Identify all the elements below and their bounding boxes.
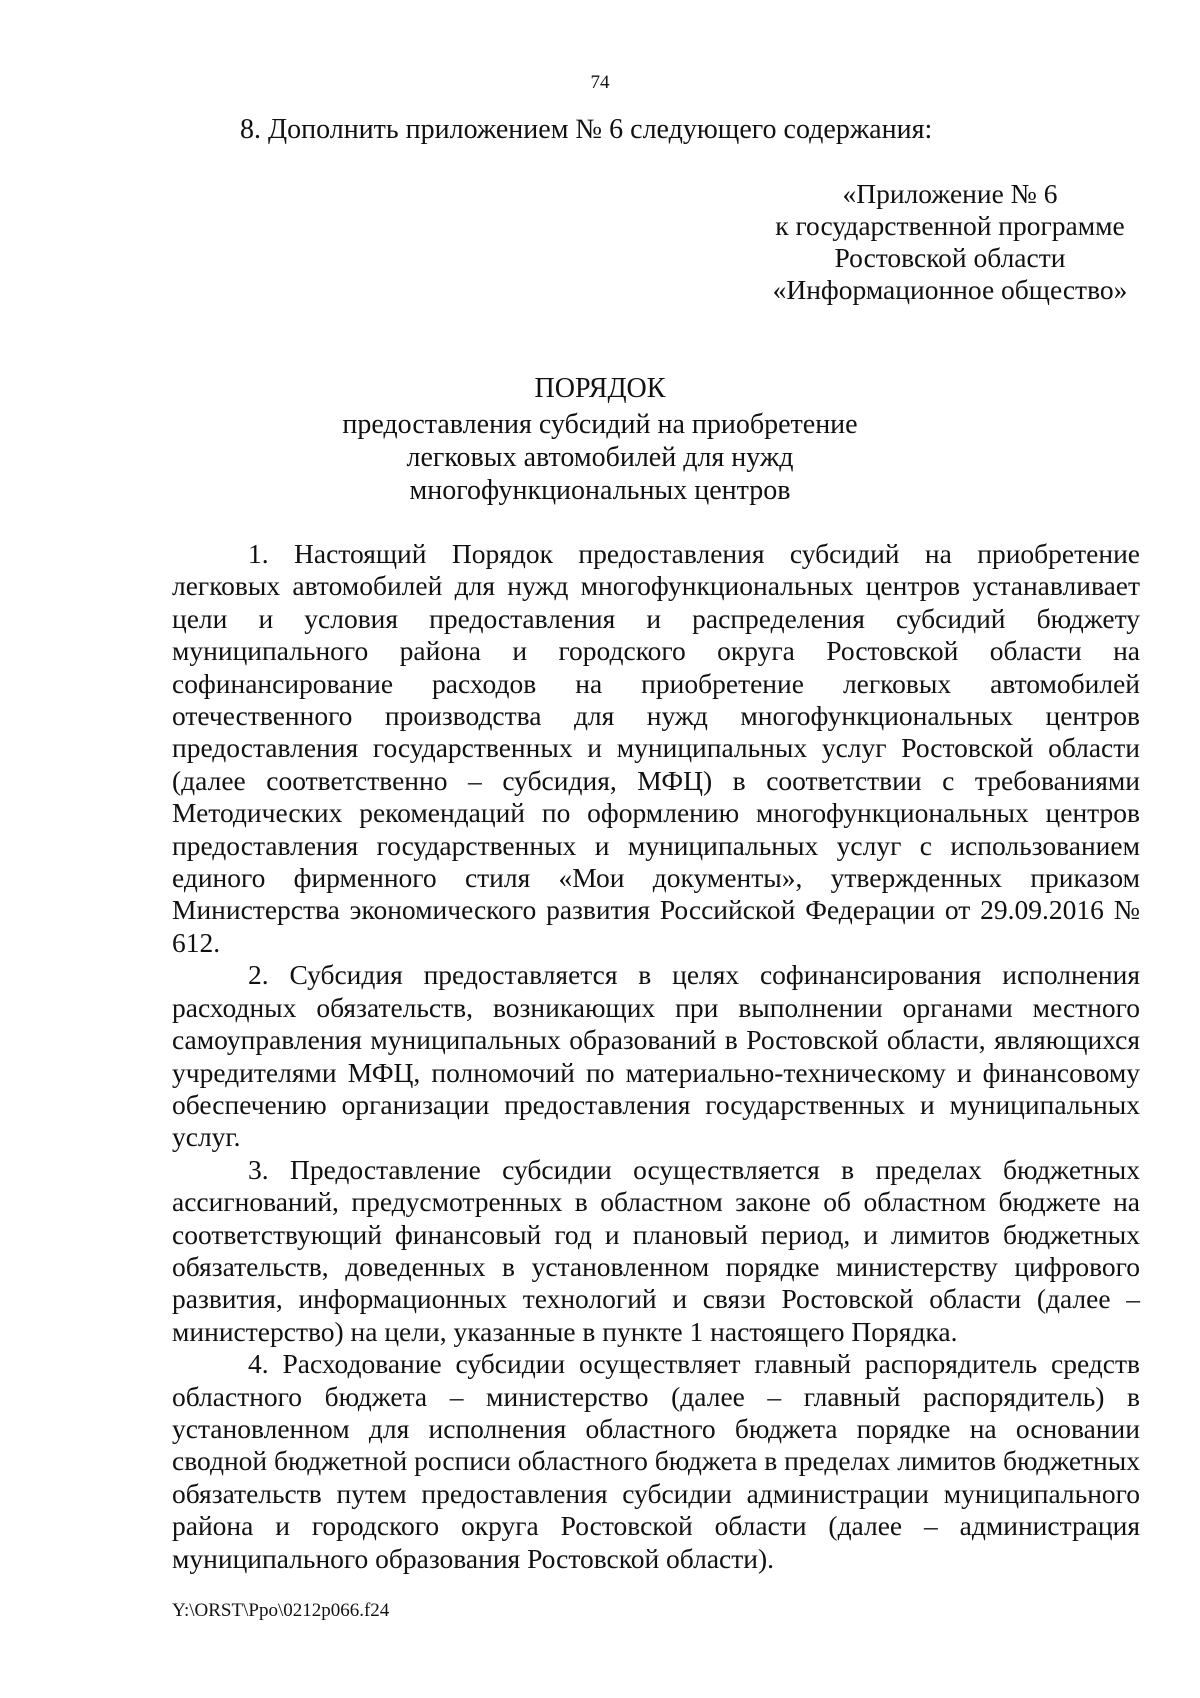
- paragraph: 4. Расходование субсидии осуществляет главный распорядитель средств областного бюджета – министерство (далее – главный распорядитель) в установленном для исполнения областного бюджета порядке на основании сводной бюджетной росписи областного бюджета в пределах лимитов бюджетных обязательств путем предоставления субсидии администрации муниципального района и городского округа Ростовской области (далее – администрация муниципального образования Ростовской области).: [172, 1348, 1140, 1574]
- page-number: 74: [590, 72, 610, 93]
- appendix-header: [760, 178, 1140, 306]
- appendix-line: Ростовской области: [834, 242, 1066, 273]
- intro-line: 8. Дополнить приложением № 6 следующего содержания:: [240, 114, 933, 145]
- paragraph: 1. Настоящий Порядок предоставления субсидий на приобретение легковых автомобилей для нужд многофункциональных центров устанавливает цели и условия предоставления и распределения субсидий бюджету муниципального района и городского округа Ростовской области на софинансирование расходов на приобретение легковых автомобилей отечественного производства для нужд многофункциональных центров предоставления государственных и муниципальных услуг Ростовской области (далее соответственно – субсидия, МФЦ) в соответствии с требованиями Методических рекомендаций по оформлению многофункциональных центров предоставления государственных и муниципальных услуг с использованием единого фирменного стиля «Мои документы», утвержденных приказом Министерства экономического развития Российской Федерации от 29.09.2016 № 612.: [172, 538, 1140, 958]
- paragraph: 3. Предоставление субсидии осуществляется в пределах бюджетных ассигнований, предусмотренных в областном законе об областном бюджете на соответствующий финансовый год и плановый период, и лимитов бюджетных обязательств, доведенных в установленном порядке министерству цифрового развития, информационных технологий и связи Ростовской области (далее – министерство) на цели, указанные в пункте 1 настоящего Порядка.: [172, 1153, 1140, 1347]
- document-subtitle: предоставления субсидий на приобретение легковых автомобилей для нужд многофункциональных центров: [342, 409, 858, 506]
- footer-file-path: Y:\ORST\Ppo\0212p066.f24: [172, 1600, 390, 1621]
- document-title: ПОРЯДОК: [534, 373, 666, 404]
- paragraph: 2. Субсидия предоставляется в целях софинансирования исполнения расходных обязательств, возникающих при выполнении органами местного самоуправления муниципальных образований в Ростовской области, являющихся учредителями МФЦ, полномочий по материально-техническому и финансовому обеспечению организации предоставления государственных и муниципальных услуг.: [172, 959, 1140, 1153]
- document-body: [172, 538, 1140, 1575]
- appendix-line: к государственной программе: [775, 210, 1125, 241]
- appendix-line: «Приложение № 6: [842, 178, 1058, 209]
- appendix-line: «Информационное общество»: [772, 274, 1128, 305]
